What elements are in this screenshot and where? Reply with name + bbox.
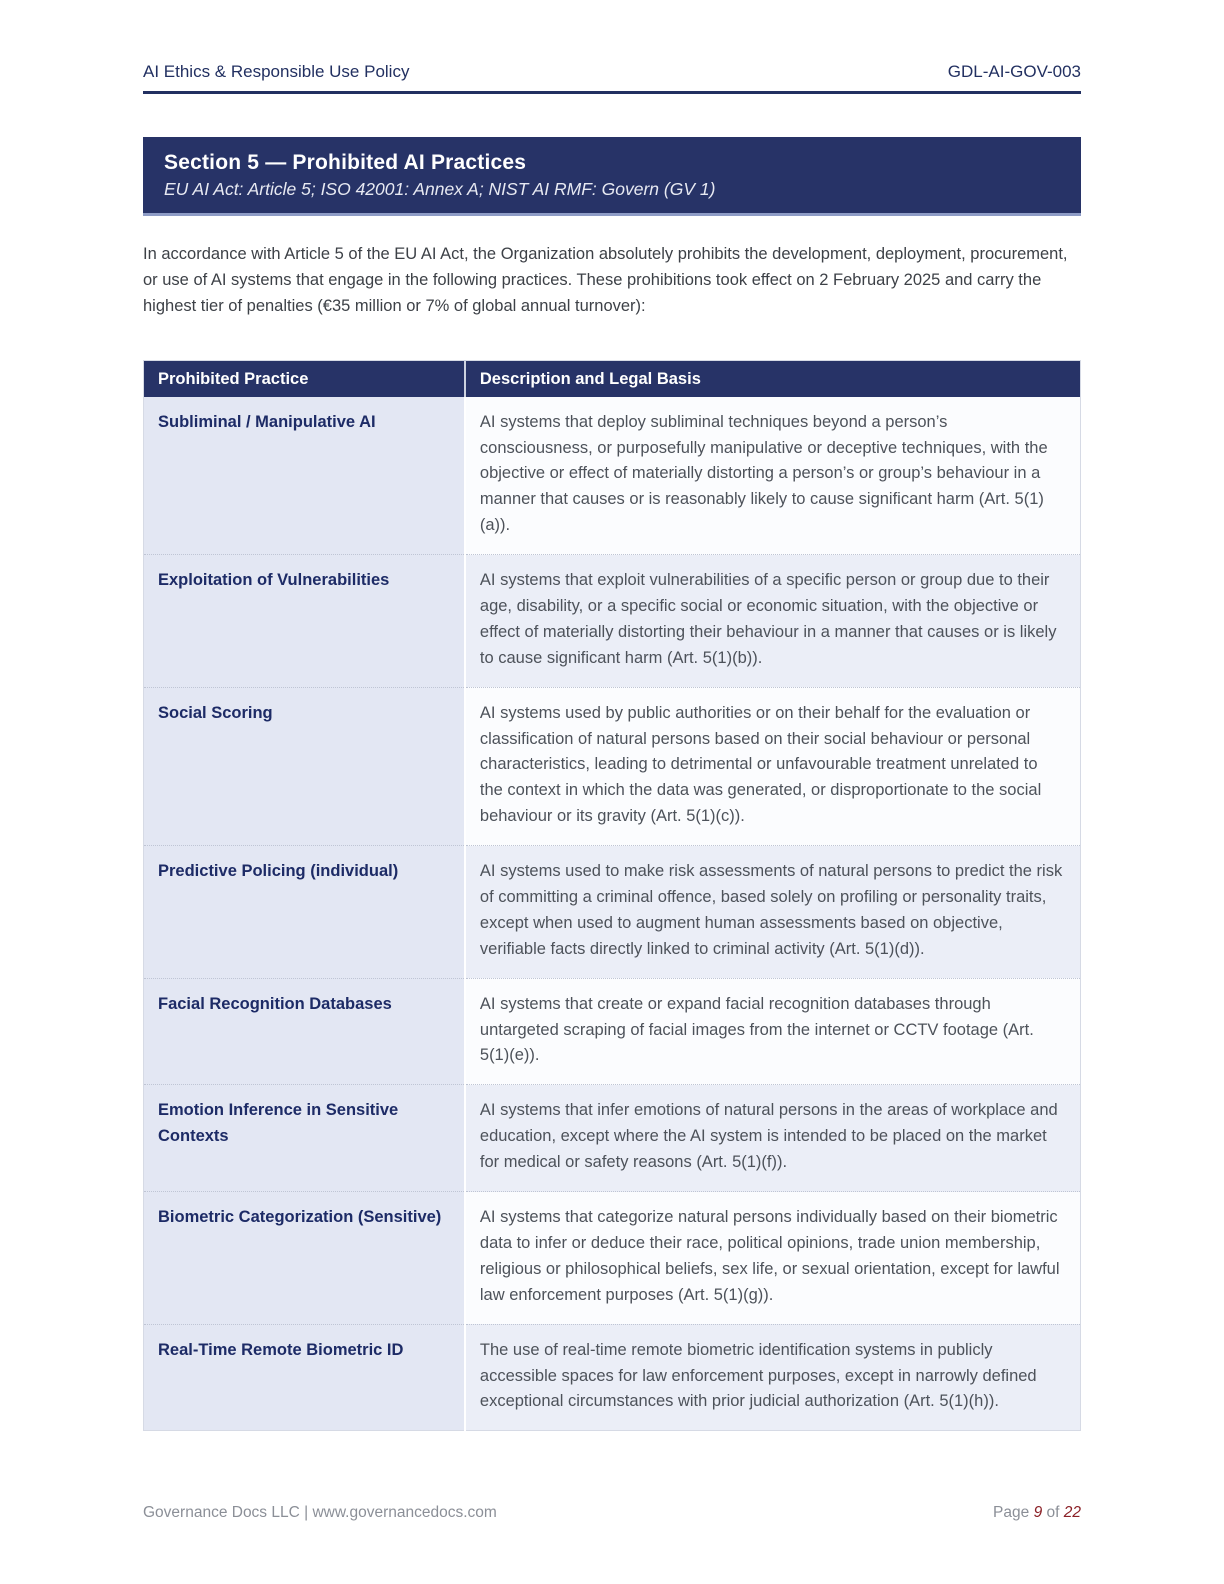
table-row <box>144 397 1081 555</box>
footer-page-number: 9 <box>1033 1504 1043 1521</box>
running-header <box>143 62 1081 94</box>
practice-cell: Facial Recognition Databases <box>144 978 465 1085</box>
table-row <box>144 1085 1081 1192</box>
intro-paragraph: In accordance with Article 5 of the EU AI Act, the Organization absolutely prohibits the development, deployment, procurement, or use of AI systems that engage in the following practices. These prohibitions took effect on 2 February 2025 and carry the highest tier of penalties (€35 million or 7% of global annual turnover): <box>143 245 1068 315</box>
description-cell: AI systems that categorize natural persons individually based on their biometric data to infer or deduce their race, political opinions, trade union membership, religious or philosophical beliefs, sex life, or sexual orientation, except for lawful law enforcement purposes (Art. 5(1)(g)). <box>465 1192 1081 1325</box>
practice-cell: Biometric Categorization (Sensitive) <box>144 1192 465 1325</box>
description-cell: AI systems used by public authorities or on their behalf for the evaluation or classification of natural persons based on their social behaviour or personal characteristics, leading to detrimental or unfavourable treatment unrelated to the context in which the data was generated, or disproportionate to the social behaviour or its gravity (Art. 5(1)(c)). <box>465 687 1081 845</box>
practice-cell: Exploitation of Vulnerabilities <box>144 555 465 688</box>
running-footer <box>143 1504 1081 1522</box>
document-id: GDL-AI-GOV-003 <box>947 62 1081 81</box>
practice-cell: Predictive Policing (individual) <box>144 846 465 979</box>
table-body <box>144 397 1081 1431</box>
description-cell: AI systems that create or expand facial recognition databases through untargeted scraping of facial images from the internet or CCTV footage (Art. 5(1)(e)). <box>465 978 1081 1085</box>
description-cell: AI systems that infer emotions of natural persons in the areas of workplace and education, except where the AI system is intended to be placed on the market for medical or safety reasons (Art. 5(1)(f)). <box>465 1085 1081 1192</box>
description-cell: AI systems that deploy subliminal techniques beyond a person’s consciousness, or purposefully manipulative or deceptive techniques, with the objective or effect of materially distorting a person’s or group’s behaviour in a manner that causes or is reasonably likely to cause significant harm (Art. 5(1)(a)). <box>465 397 1081 555</box>
practice-cell: Subliminal / Manipulative AI <box>144 397 465 555</box>
practice-cell: Emotion Inference in Sensitive Contexts <box>144 1085 465 1192</box>
table-row <box>144 555 1081 688</box>
document-title: AI Ethics & Responsible Use Policy <box>143 62 410 81</box>
footer-company: Governance Docs LLC | www.governancedocs.com <box>143 1504 497 1521</box>
section-banner <box>143 137 1081 216</box>
section-subtitle: EU AI Act: Article 5; ISO 42001: Annex A; NIST AI RMF: Govern (GV 1) <box>164 179 716 199</box>
description-cell: AI systems that exploit vulnerabilities of a specific person or group due to their age, disability, or a specific social or economic situation, with the objective or effect of materially distorting their behaviour in a manner that causes or is likely to cause significant harm (Art. 5(1)(b)). <box>465 555 1081 688</box>
table-row <box>144 978 1081 1085</box>
prohibited-practices-table <box>143 360 1081 1432</box>
footer-page-total: 22 <box>1063 1504 1081 1521</box>
column-header-description: Description and Legal Basis <box>465 360 1081 397</box>
description-cell: The use of real-time remote biometric identification systems in publicly accessible spaces for law enforcement purposes, except in narrowly defined exceptional circumstances with prior judicial authorization (Art. 5(1)(h)). <box>465 1324 1081 1431</box>
table-row <box>144 1324 1081 1431</box>
table-row <box>144 687 1081 845</box>
table-row <box>144 846 1081 979</box>
description-cell: AI systems used to make risk assessments of natural persons to predict the risk of committing a criminal offence, based solely on profiling or personality traits, except when used to augment human assessments based on objective, verifiable facts directly linked to criminal activity (Art. 5(1)(d)). <box>465 846 1081 979</box>
table-row <box>144 1192 1081 1325</box>
footer-page-label: Page <box>993 1504 1030 1521</box>
practice-cell: Social Scoring <box>144 687 465 845</box>
column-header-practice: Prohibited Practice <box>144 360 465 397</box>
footer-of-label: of <box>1046 1504 1060 1521</box>
table-header <box>144 360 1081 397</box>
practice-cell: Real-Time Remote Biometric ID <box>144 1324 465 1431</box>
footer-page-indicator <box>993 1504 1081 1522</box>
section-title: Section 5 — Prohibited AI Practices <box>164 151 527 174</box>
